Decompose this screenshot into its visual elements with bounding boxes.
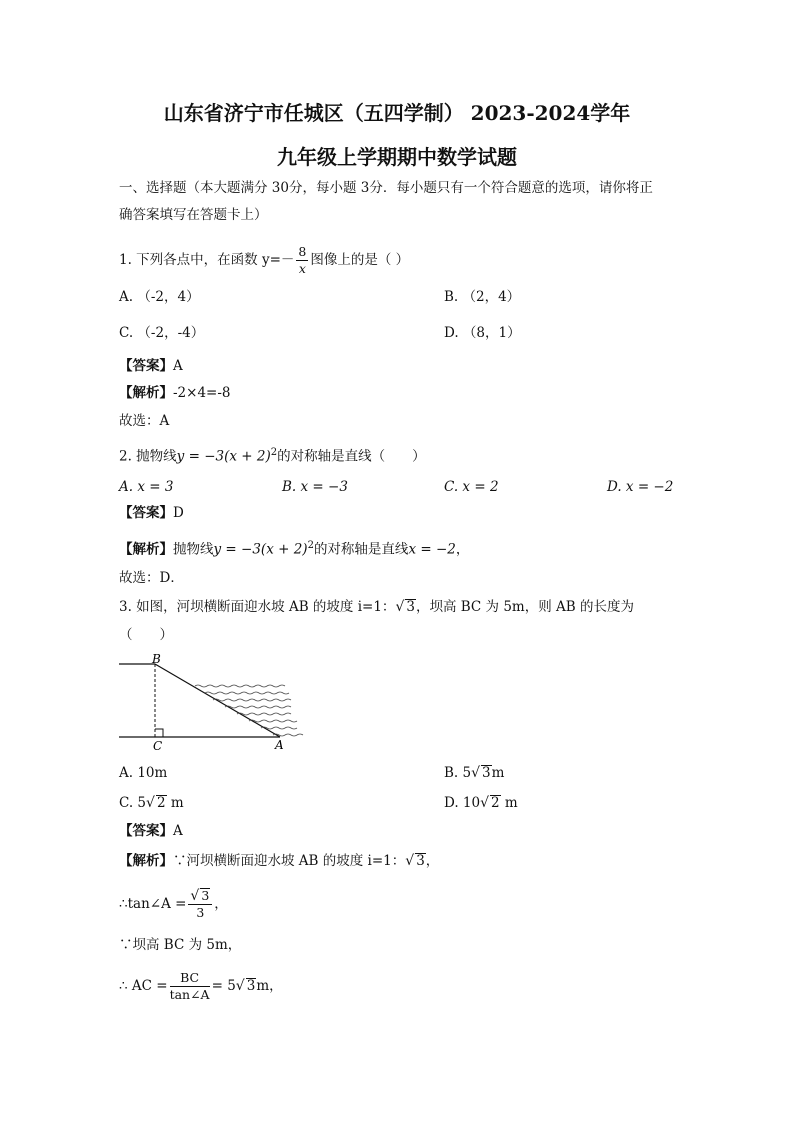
q3-step2-prefix: ∴tan∠A = (119, 896, 187, 912)
q3-option-c-sqrt: 2 (156, 795, 166, 811)
q3-option-b-unit: m (491, 765, 505, 781)
q2-option-d: D. x = −2 (607, 479, 674, 495)
q2-stem (119, 443, 426, 467)
q3-option-a: A. 10m (119, 765, 168, 781)
section-heading-line-1: 一、选择题（本大题满分 30分，每小题 3分．每小题只有一个符合题意的选项，请你将正 (119, 180, 653, 196)
label-a: A (275, 738, 284, 752)
q3-option-d-sqrt: 2 (491, 795, 500, 811)
q2-analysis-label: 【解析】 (119, 541, 173, 558)
q1-stem (119, 244, 409, 277)
q2-formula-exp: 2 (270, 447, 278, 458)
q1-option-b: B. （2，4） (444, 289, 521, 305)
q3-option-c (119, 793, 184, 813)
q3-step2-fraction (188, 888, 212, 921)
label-b: B (152, 652, 161, 666)
q3-step4-sqrt: 3 (246, 978, 256, 994)
q3-step2-den: 3 (196, 905, 205, 920)
q3-option-c-prefix: C. 5 (119, 795, 147, 811)
q3-step4-eq: = 5 (211, 978, 236, 994)
q3-stem-suffix: ，坝高 BC 为 5m，则 AB 的长度为 (415, 599, 634, 615)
q3-answer-value: A (173, 823, 183, 839)
sqrt-symbol: √ (235, 978, 245, 994)
q3-step4-num: BC (170, 970, 210, 987)
q3-step4-fraction (170, 970, 210, 1003)
q3-step4-prefix: ∴ AC = (119, 978, 168, 994)
q3-analysis-line-1 (119, 851, 439, 871)
q1-analysis (119, 383, 231, 403)
q3-option-b (444, 763, 504, 783)
right-angle-mark (155, 729, 163, 737)
title-line-1: 山东省济宁市任城区（五四学制） 2023-2024学年 (163, 101, 631, 125)
sqrt-symbol: √ (471, 765, 481, 781)
q2-analysis-prefix: 抛物线 (173, 541, 214, 558)
q3-step-3: ∵坝高 BC 为 5m， (119, 937, 242, 953)
q3-option-c-unit: m (166, 795, 184, 811)
q2-answer-value: D (173, 505, 184, 521)
q3-option-d-unit: m (500, 795, 518, 811)
section-heading-line-2: 确答案填写在答题卡上） (119, 207, 268, 223)
water-waves (195, 685, 303, 736)
q3-option-d-prefix: D. 10 (444, 795, 481, 811)
q3-step2-num-sqrt: 3 (201, 888, 210, 903)
q3-step2-num (188, 888, 212, 905)
q2-analysis-formula: y = −3(x + 2) (213, 541, 308, 558)
q3-analysis-label: 【解析】 (119, 853, 173, 869)
q3-stem-sqrt: 3 (406, 599, 415, 615)
q2-answer (119, 503, 184, 523)
q2-analysis-mid: 的对称轴是直线 (313, 541, 409, 558)
q3-option-b-prefix: B. 5 (444, 765, 472, 781)
q1-stem-prefix: 1. 下列各点中，在函数 y=－ (119, 252, 295, 268)
q1-option-d: D. （8，1） (444, 325, 521, 341)
sqrt-symbol: √ (480, 795, 490, 811)
q1-option-a: A. （-2，4） (119, 289, 200, 305)
q1-option-c: C. （-2，-4） (119, 325, 205, 341)
dam-cross-section-figure (115, 652, 315, 752)
label-c: C (153, 739, 163, 752)
q1-frac-num: 8 (298, 244, 307, 259)
q2-formula: y = −3(x + 2) (176, 448, 271, 465)
q1-answer-value: A (173, 358, 183, 374)
q2-conclusion: 故选：D． (119, 570, 184, 586)
q3-step-2 (119, 888, 228, 921)
q3-step2-end: ， (214, 896, 228, 912)
q3-stem-prefix: 3. 如图，河坝横断面迎水坡 AB 的坡度 i=1： (119, 599, 396, 615)
sqrt-symbol: √ (395, 599, 405, 615)
q3-answer (119, 821, 183, 841)
q2-analysis-exp: 2 (307, 540, 314, 551)
q3-step4-end: m， (256, 978, 283, 994)
q2-option-a: A. x = 3 (119, 479, 174, 495)
q3-analysis-prefix: ∵河坝横断面迎水坡 AB 的坡度 i=1： (173, 853, 406, 869)
q1-answer-label: 【答案】 (119, 358, 173, 374)
q1-analysis-text: -2×4=-8 (173, 385, 231, 401)
q1-stem-suffix: 图像上的是（ ） (310, 252, 410, 268)
q3-option-d (444, 793, 518, 813)
q2-stem-prefix: 2. 抛物线 (119, 448, 177, 465)
q2-analysis-result: x = −2 (408, 541, 456, 558)
q3-analysis-end: ， (425, 853, 440, 869)
slope-ab (155, 664, 280, 737)
q3-step-4 (119, 970, 283, 1003)
q3-stem-line-1 (119, 597, 634, 617)
q1-fraction (296, 244, 308, 277)
sqrt-symbol: √ (405, 853, 415, 869)
q3-option-b-sqrt: 3 (482, 765, 491, 781)
q3-analysis-sqrt: 3 (416, 853, 425, 869)
q2-analysis-end: ， (455, 541, 470, 558)
sqrt-symbol: √ (190, 888, 200, 904)
q2-answer-label: 【答案】 (119, 505, 173, 521)
q2-analysis (119, 536, 469, 560)
title-line-2: 九年级上学期期中数学试题 (277, 145, 517, 169)
q1-frac-den: x (298, 261, 306, 276)
q3-stem-line-2: （ ） (119, 627, 173, 643)
q2-stem-suffix: 的对称轴是直线（ ） (277, 448, 426, 465)
sqrt-symbol: √ (146, 795, 155, 811)
q3-answer-label: 【答案】 (119, 823, 173, 839)
q2-option-b: B. x = −3 (282, 479, 348, 495)
q3-step4-den: tan∠A (169, 987, 210, 1002)
q1-conclusion: 故选：A (119, 413, 170, 429)
q1-analysis-label: 【解析】 (119, 385, 173, 401)
q1-answer (119, 356, 183, 376)
q2-option-c: C. x = 2 (444, 479, 499, 495)
